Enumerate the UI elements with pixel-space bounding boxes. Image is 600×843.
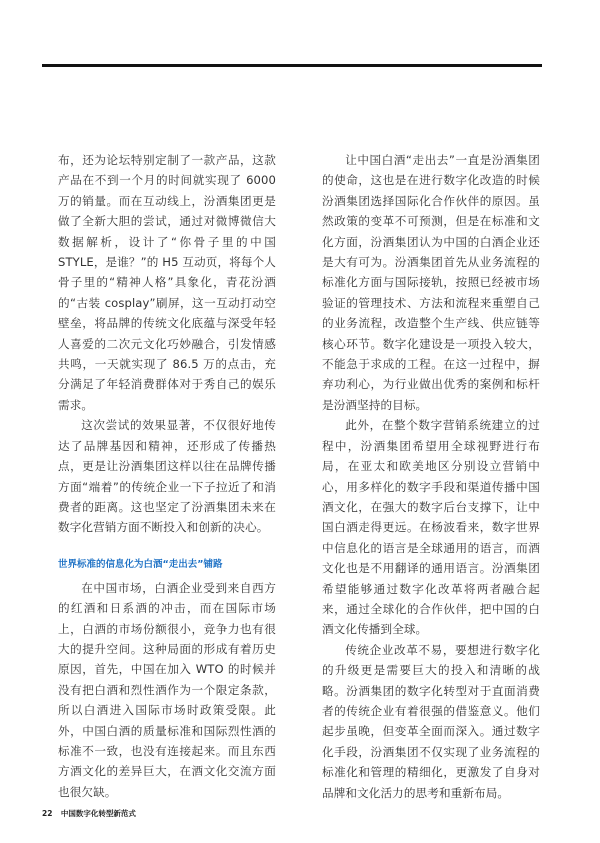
left-paragraph-1: 布，还为论坛特别定制了一款产品，这款产品在不到一个月的时间就实现了 6000 万的销量。而在互动线上，汾酒集团更是做了全新大胆的尝试，通过对微博微信大数据解析，设计了“你骨子里的中国 STYLE，是谁？”的 H5 互动页，将每个人骨子里的“精神人格”具象化，青花汾酒的“古装 cosplay”刷屏，这一互动打动空壁垒，将品牌的传统文化底蕴与深受年轻人喜爱的二次元文化巧妙融合，引发情感共鸣，一天就实现了 86.5 万的点击，充分满足了年轻消费群体对于秀自己的娱乐需求。 — [58, 153, 276, 412]
journal-title: 中国数字化转型新范式 — [60, 809, 136, 818]
right-paragraph-2: 此外，在整个数字营销系统建立的过程中，汾酒集团希望用全球视野进行布局，在亚太和欧美地区分别设立营销中心，用多样化的数字手段和渠道传播中国酒文化，在强大的数字后台支撑下，让中国白酒走得更远。在杨波看来，数字世界中信息化的语言是全球通用的语言，而酒文化也是不用翻译的通用语言。汾酒集团希望能够通过数字化改革将两者融合起来，通过全球化的合作伙伴，把中国的白酒文化传播到全球。 — [322, 418, 540, 637]
page-footer — [42, 808, 136, 819]
left-paragraph-3: 在中国市场，白酒企业受到来自西方的红酒和日系酒的冲击，而在国际市场上，白酒的市场份额很小，竞争力也有很大的提升空间。这种局面的形成有着历史原因，首先，中国在加入 WTO 的时候并没有把白酒和烈性酒作为一个限定条款，所以白酒进入国际市场时政策受限。此外，中国白酒的质量标准和国际烈性酒的标准不一致，也没有连接起来。而且东西方酒文化的差异巨大，在酒文化交流方面也很欠缺。 — [58, 580, 276, 799]
header-rule — [42, 64, 542, 67]
left-paragraph-2: 这次尝试的效果显著，不仅很好地传达了品牌基因和精神，还形成了传播热点，更是让汾酒集团这样以往在品牌传播方面“端着”的传统企业一下子拉近了和消费者的距离。这也坚定了汾酒集团未来在数字化营销方面不断投入和创新的决心。 — [58, 418, 276, 535]
left-column — [58, 150, 276, 802]
page-number: 22 — [42, 809, 53, 818]
right-column — [322, 150, 540, 803]
right-paragraph-1: 让中国白酒“走出去”一直是汾酒集团的使命，这也是在进行数字化改造的时候汾酒集团选择国际化合作伙伴的原因。虽然政策的变革不可预测，但是在标准和文化方面，汾酒集团认为中国的白酒企业还是大有可为。汾酒集团首先从业务流程的标准化方面与国际接轨，按照已经被市场验证的管理技术、方法和流程来重塑自己的业务流程，改造整个生产线、供应链等核心环节。数字化建设是一项投入较大，不能急于求成的工程。在这一过程中，摒弃功利心，为行业做出优秀的案例和标杆是汾酒坚持的目标。 — [322, 153, 540, 412]
section-heading: 世界标准的信息化为白酒“走出去”铺路 — [58, 558, 223, 570]
right-paragraph-3: 传统企业改革不易，要想进行数字化的升级更是需要巨大的投入和清晰的战略。汾酒集团的数字化转型对于直面消费者的传统企业有着很强的借鉴意义。他们起步虽晚，但变革全面而深入。通过数字化手段，汾酒集团不仅实现了业务流程的标准化和管理的精细化，更激发了自身对品牌和文化活力的思考和重新布局。 — [322, 642, 540, 800]
